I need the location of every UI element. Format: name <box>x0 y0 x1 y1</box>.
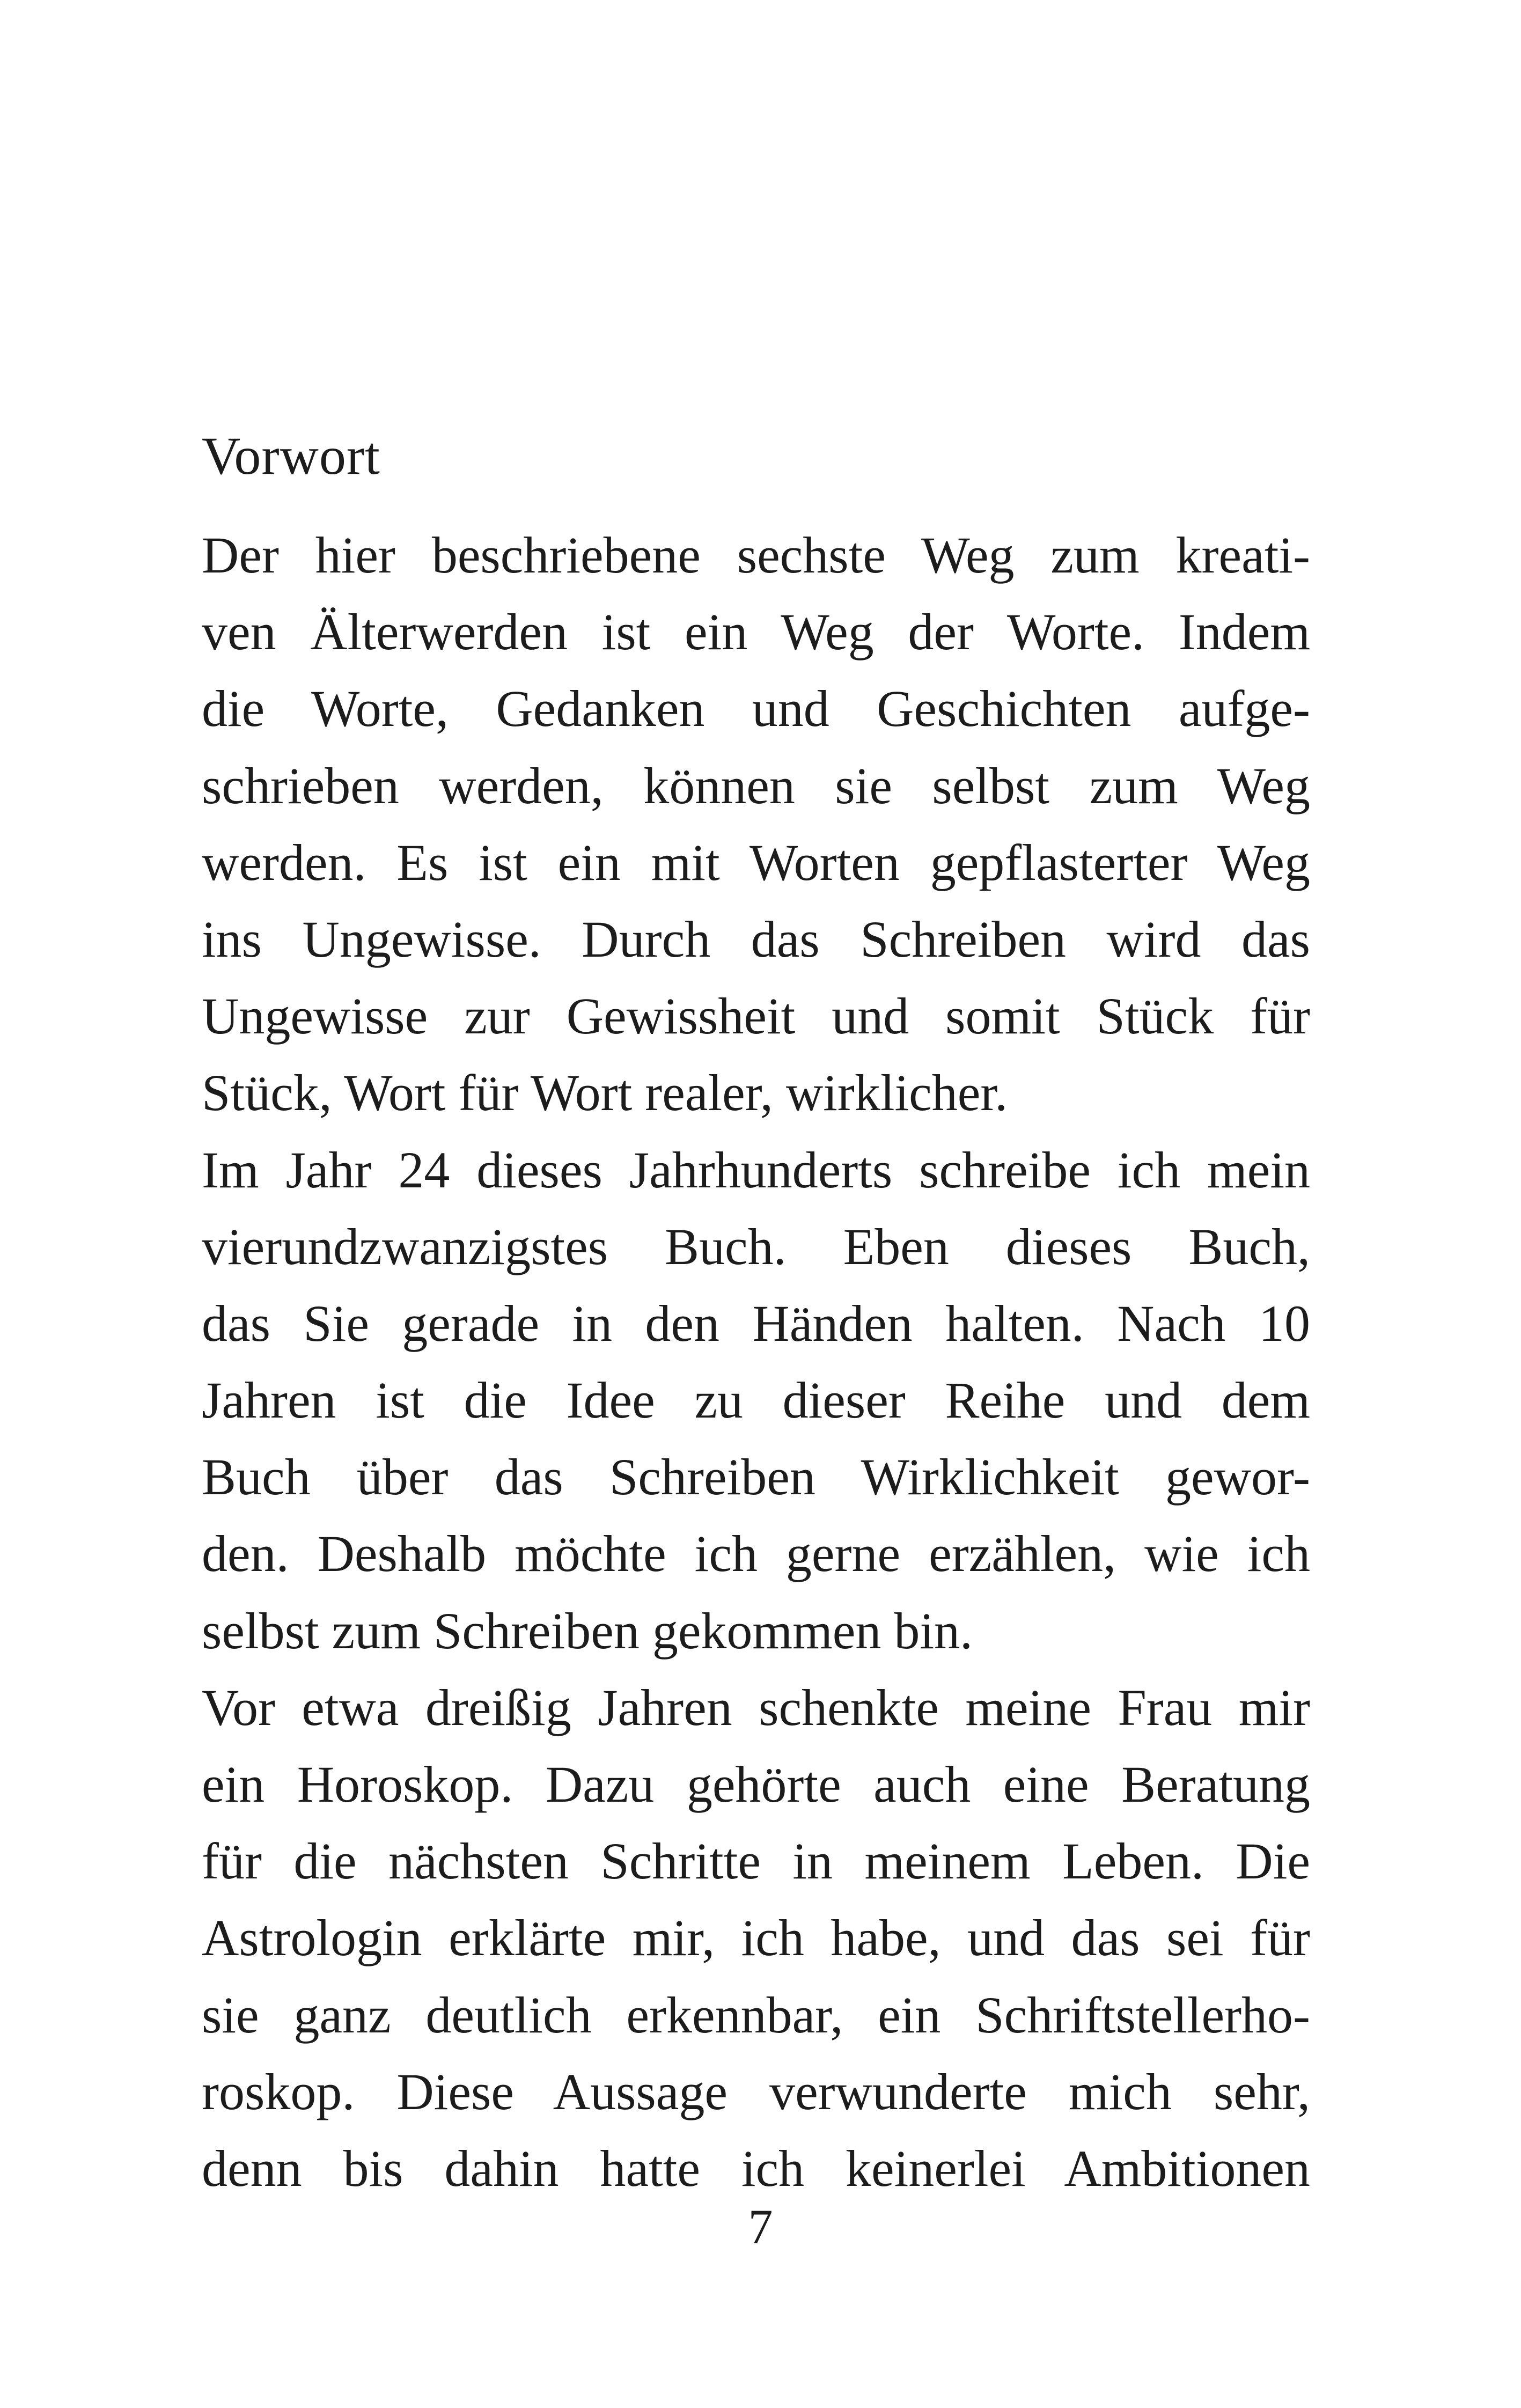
text-line: sie ganz deutlich erkennbar, ein Schriftstellerho- <box>202 1986 1310 2044</box>
body-text <box>202 517 1310 2207</box>
text-line: Der hier beschriebene sechste Weg zum kreati- <box>202 526 1310 584</box>
text-line: roskop. Diese Aussage verwunderte mich sehr, <box>202 2062 1310 2120</box>
text-line: Buch über das Schreiben Wirklichkeit gewor- <box>202 1448 1310 1506</box>
text-line: Im Jahr 24 dieses Jahrhunderts schreibe ich mein <box>202 1141 1310 1199</box>
text-line: Vor etwa dreißig Jahren schenkte meine Frau mir <box>202 1678 1310 1736</box>
text-line: ven Älterwerden ist ein Weg der Worte. Indem <box>202 603 1310 661</box>
text-line: werden. Es ist ein mit Worten gepflasterter Weg <box>202 833 1310 891</box>
text-line: Astrologin erklärte mir, ich habe, und das sei für <box>202 1909 1310 1967</box>
text-line: das Sie gerade in den Händen halten. Nach 10 <box>202 1294 1310 1352</box>
text-line: für die nächsten Schritte in meinem Leben. Die <box>202 1832 1310 1890</box>
text-line: vierundzwanzigstes Buch. Eben dieses Buch, <box>202 1217 1310 1275</box>
text-line: die Worte, Gedanken und Geschichten aufge- <box>202 680 1310 738</box>
text-line: schrieben werden, können sie selbst zum Weg <box>202 757 1310 814</box>
text-line: ein Horoskop. Dazu gehörte auch eine Beratung <box>202 1756 1310 1813</box>
chapter-heading: Vorwort <box>202 426 380 486</box>
text-line: ins Ungewisse. Durch das Schreiben wird das <box>202 910 1310 968</box>
text-line: Jahren ist die Idee zu dieser Reihe und dem <box>202 1371 1310 1429</box>
text-line: Ungewisse zur Gewissheit und somit Stück für <box>202 987 1310 1045</box>
text-line: selbst zum Schreiben gekommen bin. <box>202 1602 973 1660</box>
text-line: den. Deshalb möchte ich gerne erzählen, wie ich <box>202 1525 1310 1583</box>
text-line: Stück, Wort für Wort realer, wirklicher. <box>202 1064 1008 1122</box>
page-number: 7 <box>748 2199 773 2254</box>
text-line: denn bis dahin hatte ich keinerlei Ambitionen <box>202 2139 1310 2197</box>
